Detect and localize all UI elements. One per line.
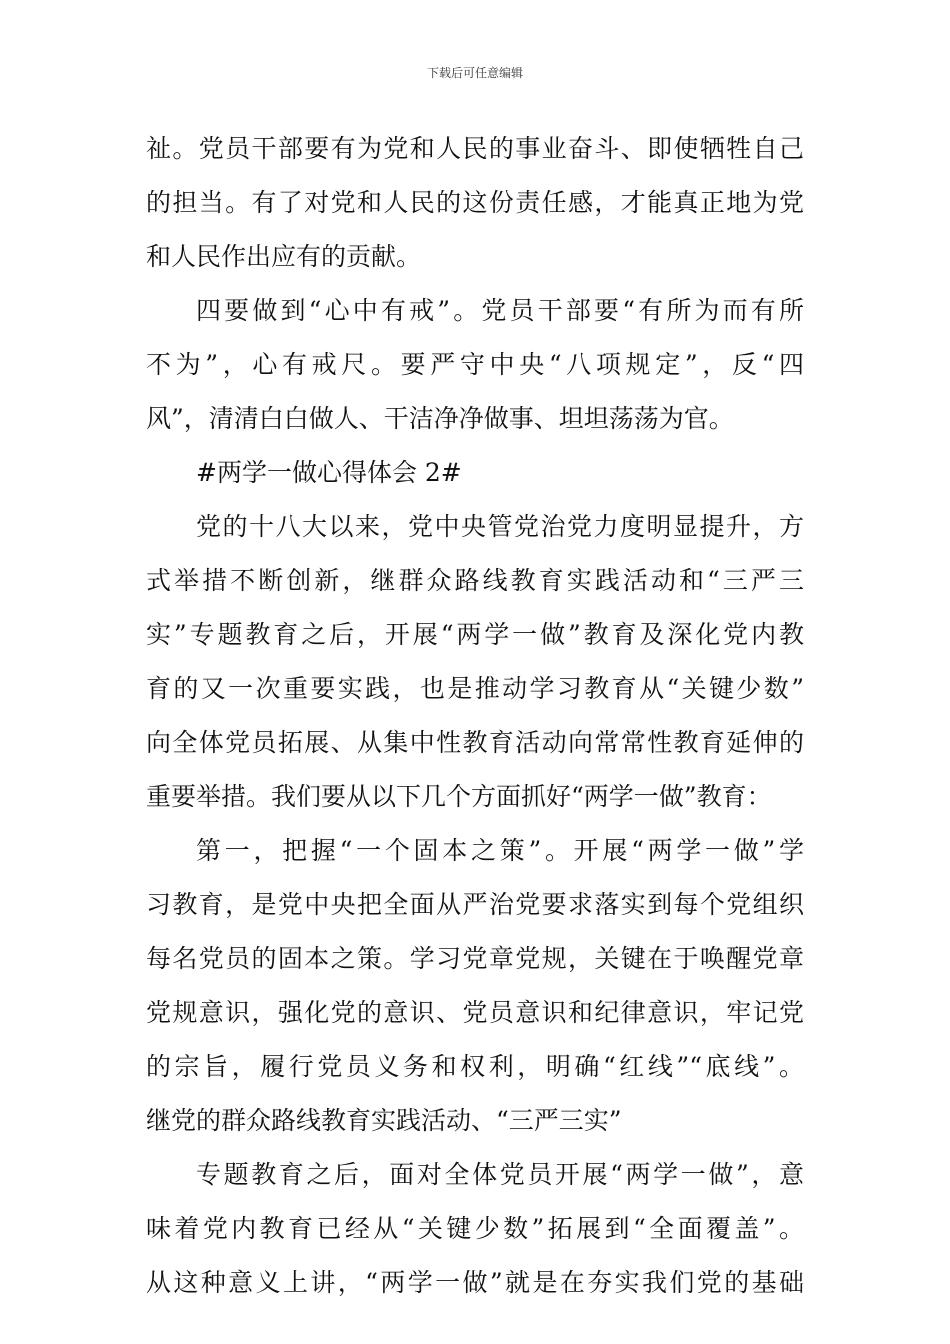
text-line: 向全体党员拓展、从集中性教育活动向常常性教育延伸的 <box>146 728 804 757</box>
text-line: 风”，清清白白做人、干洁净净做事、坦坦荡荡为官。 <box>146 404 734 433</box>
text-line: 的担当。有了对党和人民的这份责任感，才能真正地为党 <box>146 188 804 217</box>
text-line: 和人民作出应有的贡献。 <box>146 242 422 271</box>
text-line: 重要举措。我们要从以下几个方面抓好“两学一做”教育： <box>146 782 772 811</box>
text-line: 习教育，是党中央把全面从严治党要求落实到每个党组织 <box>146 890 804 919</box>
text-line: 专题教育之后，面对全体党员开展“两学一做”，意 <box>196 1160 804 1189</box>
text-line: 党的十八大以来，党中央管党治党力度明显提升，方 <box>196 512 804 541</box>
text-line: 味着党内教育已经从“关键少数”拓展到“全面覆盖”。 <box>146 1214 804 1243</box>
text-line: 实”专题教育之后，开展“两学一做”教育及深化党内教 <box>146 620 804 649</box>
text-line: 式举措不断创新，继群众路线教育实践活动和“三严三 <box>146 566 804 595</box>
text-line: 的宗旨，履行党员义务和权利，明确“红线”“底线”。 <box>146 1052 804 1081</box>
text-line: 从这种意义上讲，“两学一做”就是在夯实我们党的基础 <box>146 1268 804 1297</box>
text-line: 继党的群众路线教育实践活动、“三严三实” <box>146 1106 622 1135</box>
text-line: 祉。党员干部要有为党和人民的事业奋斗、即使牺牲自己 <box>146 134 804 163</box>
text-line: #两学一做心得体会 2# <box>196 458 462 487</box>
page-header: 下载后可任意编辑 <box>426 66 523 80</box>
document-body <box>146 122 804 1310</box>
text-line: 每名党员的固本之策。学习党章党规，关键在于唤醒党章 <box>146 944 804 973</box>
text-line: 党规意识，强化党的意识、党员意识和纪律意识，牢记党 <box>146 998 804 1027</box>
text-line: 育的又一次重要实践，也是推动学习教育从“关键少数” <box>146 674 804 703</box>
text-line: 第一，把握“一个固本之策”。开展“两学一做”学 <box>196 836 804 865</box>
text-line: 四要做到“心中有戒”。党员干部要“有所为而有所 <box>196 296 804 325</box>
text-line: 不为”，心有戒尺。要严守中央“八项规定”，反“四 <box>146 350 804 379</box>
